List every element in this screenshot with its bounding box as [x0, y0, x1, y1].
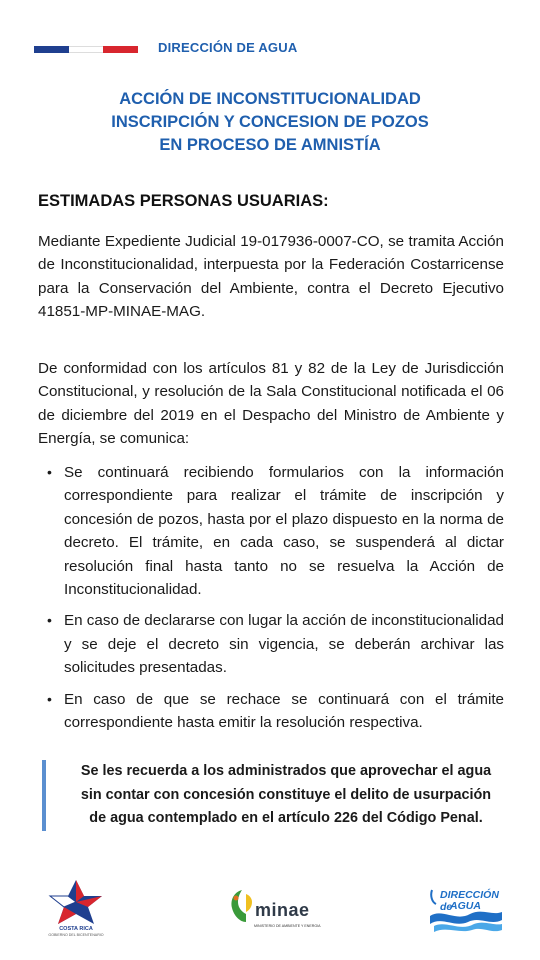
title-line: INSCRIPCIÓN Y CONCESION DE POZOS — [111, 113, 429, 131]
title-line: EN PROCESO DE AMNISTÍA — [159, 136, 381, 154]
logo-minae-name: minae — [255, 900, 310, 920]
bullet-dot: • — [47, 464, 52, 480]
logo-minae-subtitle: MINISTERIO DE AMBIENTE Y ENERGIA — [254, 924, 321, 928]
bullet-item — [38, 688, 504, 735]
bullet-dot: • — [47, 690, 52, 707]
bullet-text: En caso de declararse con lugar la acción de inconstitucionalidad y se deje el decreto sin vigencia, se deberán archivar las solicitudes presentadas. — [64, 612, 504, 677]
agency-name: DIRECCIÓN DE AGUA — [158, 40, 298, 55]
flag-stripe — [34, 46, 138, 53]
flag-stripe-red — [103, 46, 138, 53]
bullet-dot: • — [47, 612, 52, 629]
flag-stripe-blue — [34, 46, 69, 53]
note-line: Se les recuerda a los administrados que aprovechar el agua — [80, 763, 492, 779]
direccion-agua-logo — [426, 886, 506, 934]
logo-agua-line2: AGUA — [450, 900, 481, 912]
bullet-text: Se continuará recibiendo formularios con la información correspondiente para realizar el trámite de inscripción y concesión de pozos, hasta por el plazo dispuesto en la norma de decreto. El trámite, en cada caso, se suspenderá al dictar resolución final hasta tanto no se resuelva la Acción de Inconstitucionalidad. — [64, 464, 504, 599]
note-line: de agua contemplado en el artículo 226 del Código Penal. — [89, 810, 483, 827]
flag-stripe-white — [69, 46, 104, 53]
minae-logo — [228, 888, 324, 936]
logo-cr-subtitle: GOBIERNO DEL BICENTENARIO — [48, 933, 104, 937]
paragraph-expediente: Mediante Expediente Judicial 19-017936-0007-CO, se tramita Acción de Inconstitucionalidad, interpuesta por la Federación Costarricense para la Conservación del Ambiente, contra el Decreto Ejecutivo 41851-MP-MINAE-MAG. — [38, 233, 504, 321]
bullet-list — [38, 461, 504, 742]
note-line: sin contar con concesión constituye el delito de usurpación — [80, 786, 492, 803]
bullet-text: En caso de que se rechace se continuará con el trámite correspondiente hasta emitir la resolución respectiva. — [64, 690, 504, 732]
paragraph-conformidad: De conformidad con los artículos 81 y 82 de la Ley de Jurisdicción Constitucional, y resolución de la Sala Constitucional notificada el 06 de diciembre del 2019 en el Despacho del Ministro de Ambiente y Energía, se comunica: — [38, 360, 504, 448]
minae-hand-icon — [228, 888, 256, 924]
logo-agua-line1: DIRECCIÓN de — [440, 889, 499, 913]
reminder-note — [42, 760, 516, 831]
costa-rica-star-logo — [44, 878, 108, 942]
bullet-item — [38, 461, 504, 601]
bullet-item — [38, 609, 504, 679]
logo-cr-name: COSTA RICA — [59, 926, 93, 932]
title-line: ACCIÓN DE INCONSTITUCIONALIDAD — [119, 90, 421, 108]
costa-rica-star-icon — [44, 878, 108, 928]
greeting-heading: ESTIMADAS PERSONAS USUARIAS: — [38, 192, 329, 210]
page-title — [0, 88, 540, 157]
